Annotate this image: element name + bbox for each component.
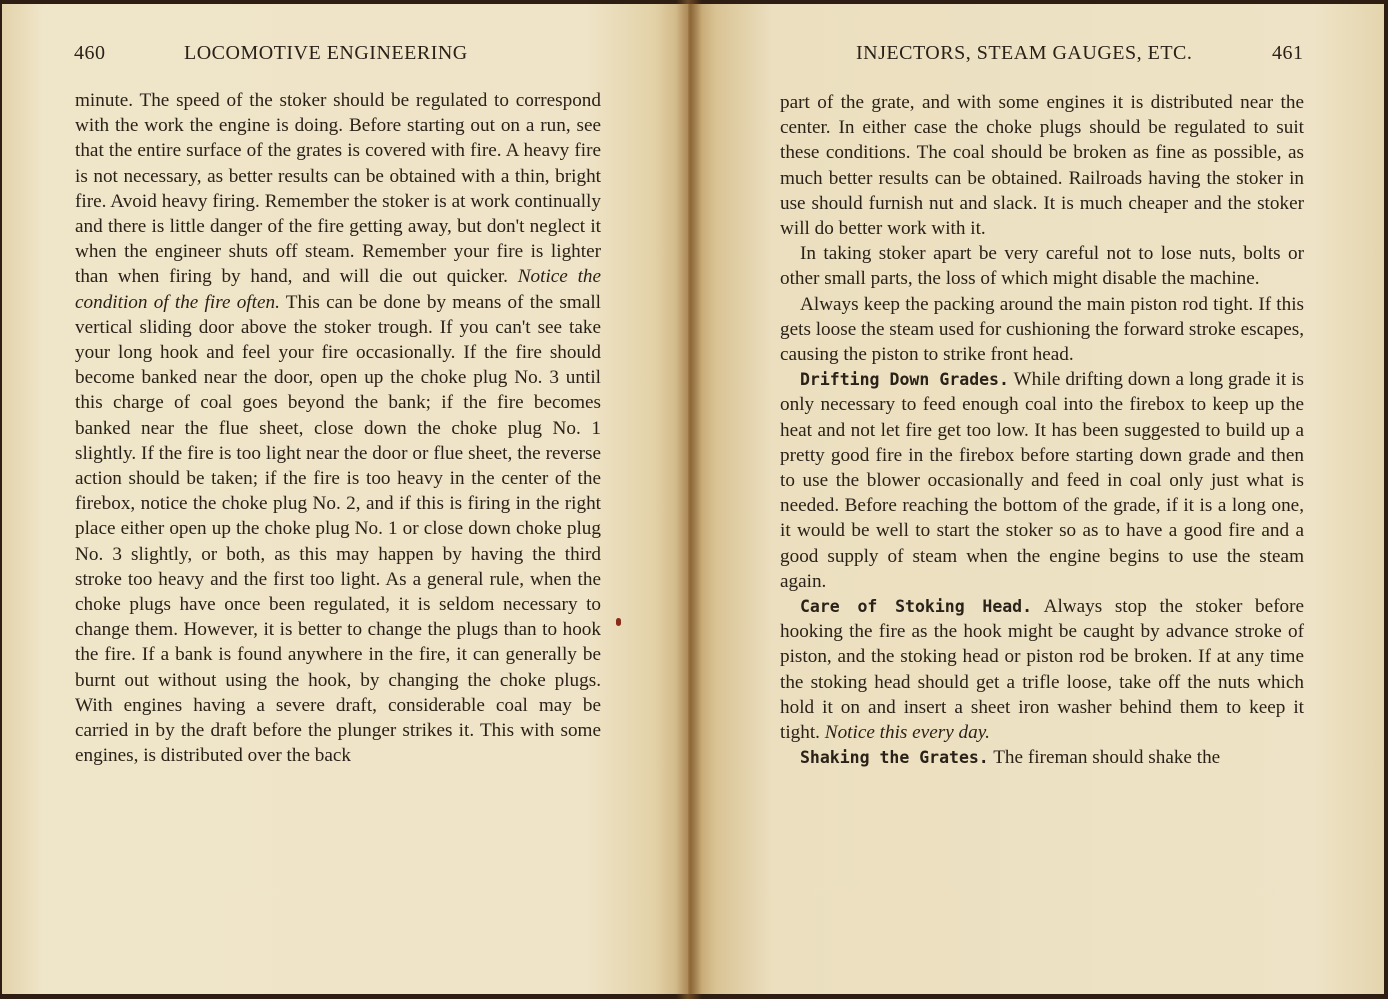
right-page bbox=[688, 4, 1384, 994]
running-head-left: LOCOMOTIVE ENGINEERING bbox=[184, 42, 468, 64]
section-heading: Care of Stoking Head. bbox=[800, 597, 1033, 617]
emphasis-text: Notice this every day. bbox=[824, 722, 990, 744]
running-head-right: INJECTORS, STEAM GAUGES, ETC. bbox=[856, 42, 1193, 64]
paragraph bbox=[780, 594, 1304, 745]
paragraph: In taking stoker apart be very careful not to lose nuts, bolts or other small parts, the loss of which might disable the machine. bbox=[780, 243, 1304, 290]
paragraph bbox=[780, 367, 1304, 594]
emphasis-text: Notice the condition of the fire often. bbox=[75, 266, 602, 313]
text-run: While drifting down a long grade it is only necessary to feed enough coal into the firebox to keep up the heat and not let fire get too low. It has been suggested to build up a pretty good fire in the firebox before starting down grade and then to use the blower occasionally and feed in coal only just what is needed. Before reaching the bottom of the grade, if it is a long one, it would be well to start the stoker so as to have a good fire and a good supply of steam when the engine begins to use the steam again. bbox=[780, 369, 1304, 592]
section-heading: Shaking the Grates. bbox=[800, 748, 989, 768]
text-run: This can be done by means of the small vertical sliding door above the stoker trough. If you can't see take your long hook and feel your fire occasionally. If the fire should become banked near the door, open up the choke plug No. 3 until this charge of coal goes beyond the bank; if the fire becomes banked near the flue sheet, close down the choke plug No. 1 slightly. If the fire is too light near the door or flue sheet, the reverse action should be taken; if the fire is too heavy in the center of the firebox, notice the choke plug No. 2, and if this is firing in the right place either open up the choke plug No. 1 or close down choke plug No. 3 slightly, or both, as this may happen by having the third stroke too heavy and the first too light. As a general rule, when the choke plugs have once been regulated, it is seldom necessary to change them. However, it is better to change the plugs than to hook the fire. If a bank is found anywhere in the fire, it can generally be burnt out without using the hook, by changing the choke plugs. With engines having a severe draft, considerable coal may be carried in by the draft before the plunger strikes it. This with some engines, is distributed over the back bbox=[75, 291, 601, 767]
ink-mark bbox=[616, 618, 621, 626]
left-page-body bbox=[75, 88, 601, 768]
section-heading: Drifting Down Grades. bbox=[800, 370, 1009, 390]
paragraph: part of the grate, and with some engines it is distributed near the center. In either case the choke plugs should be regulated to suit these conditions. The coal should be broken as fine as possible, as much better results can be obtained. Railroads having the stoker in use should furnish nut and slack. It is much cheaper and the stoker will do better work with it. bbox=[780, 92, 1304, 240]
left-page bbox=[2, 4, 688, 994]
paragraph bbox=[75, 88, 601, 768]
text-run: minute. The speed of the stoker should be regulated to correspond with the work the engine is doing. Before starting out on a run, see that the entire surface of the grates is covered with fire. A heavy fire is not necessary, as better results can be obtained with a thin, bright fire. Avoid heavy firing. Remember the stoker is at work continually and there is little danger of the fire getting away, but don't neglect it when the engineer shuts off steam. Remember your fire is lighter than when firing by hand, and will die out quicker. bbox=[75, 90, 601, 288]
right-page-body bbox=[780, 90, 1304, 770]
text-run: Always stop the stoker before hooking the fire as the hook might be caught by advance stroke of piston, and the stoking head or piston rod be broken. If at any time the stoking head should get a trifle loose, take off the nuts which hold it on and insert a sheet iron washer behind them to keep it tight. bbox=[780, 596, 1304, 744]
page-number-right: 461 bbox=[1272, 42, 1304, 64]
paragraph bbox=[780, 745, 1304, 770]
page-number-left: 460 bbox=[74, 42, 106, 64]
paragraph: Always keep the packing around the main piston rod tight. If this gets loose the steam used for cushioning the forward stroke escapes, causing the piston to strike front head. bbox=[780, 293, 1304, 366]
text-run: The fireman should shake the bbox=[988, 747, 1221, 769]
book-gutter bbox=[676, 0, 702, 999]
